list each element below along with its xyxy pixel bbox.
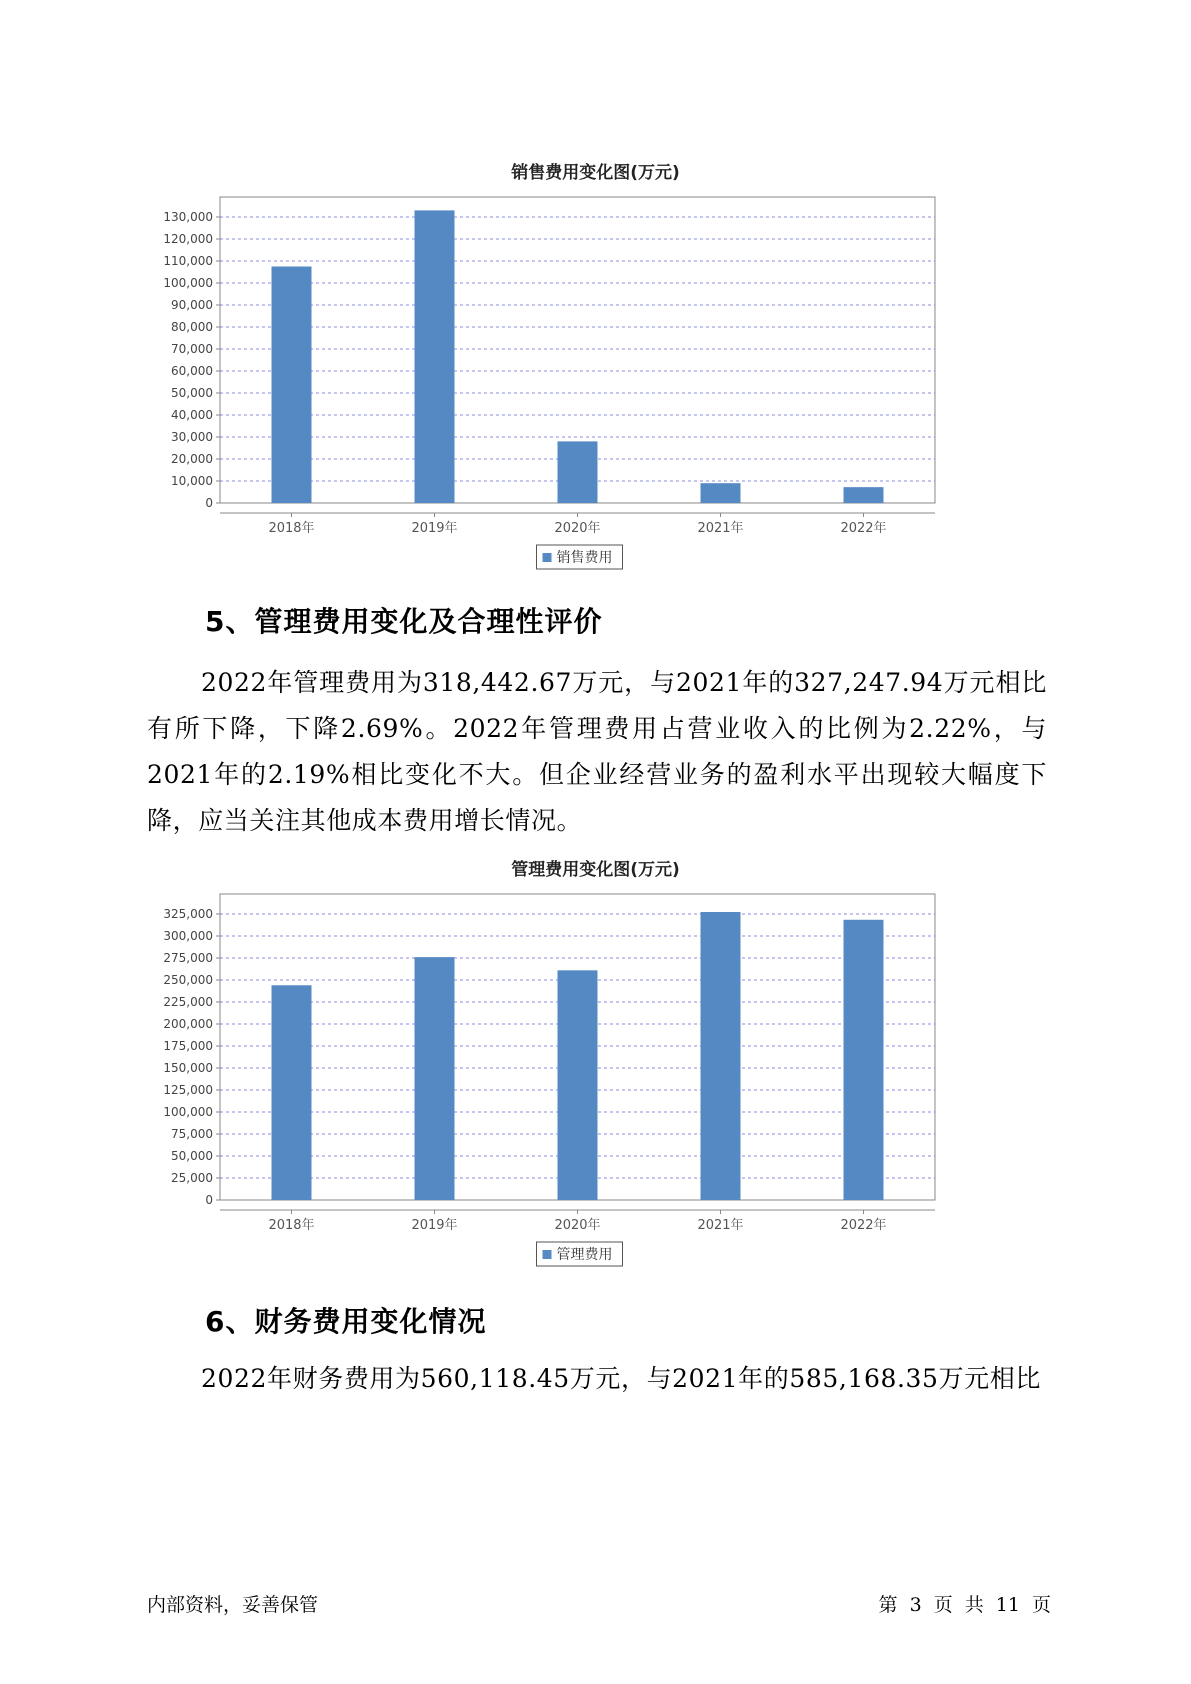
- footer-confidential-note: 内部资料，妥善保管: [147, 1594, 319, 1616]
- admin-expense-chart: [150, 882, 1020, 1302]
- sales-bar-2020年: [558, 441, 598, 503]
- section-6-heading: 6、财务费用变化情况: [205, 1305, 487, 1338]
- sales-bar-2019年: [415, 210, 455, 503]
- admin-y-tick-label: 50,000: [171, 1149, 213, 1163]
- section-5-paragraph: [147, 660, 1047, 844]
- sales-legend-label: 销售费用: [556, 550, 613, 566]
- admin-x-tick-label: 2021年: [697, 1218, 744, 1233]
- admin-x-tick-label: 2018年: [268, 1218, 315, 1233]
- sales-y-tick-label: 100,000: [163, 276, 213, 290]
- sales-y-tick-label: 30,000: [171, 430, 213, 444]
- admin-bar-2019年: [415, 957, 455, 1200]
- sales-y-tick-label: 90,000: [171, 298, 213, 312]
- section-5-paragraph-text: 2022年管理费用为318,442.67万元，与2021年的327,247.94万元相比有所下降，下降2.69%。2022年管理费用占营业收入的比例为2.22%，与2021年的2.19%相比变化不大。但企业经营业务的盈利水平出现较大幅度下降，应当关注其他成本费用增长情况。: [147, 668, 1047, 835]
- admin-legend-label: 管理费用: [556, 1247, 613, 1263]
- sales-legend-swatch: [543, 553, 552, 562]
- sales-x-tick-label: 2020年: [554, 521, 601, 536]
- sales-x-tick-label: 2021年: [697, 521, 744, 536]
- sales-y-tick-label: 70,000: [171, 342, 213, 356]
- sales-x-tick-label: 2022年: [840, 521, 887, 536]
- sales-y-tick-label: 120,000: [163, 232, 213, 246]
- admin-x-tick-label: 2022年: [840, 1218, 887, 1233]
- sales-y-tick-label: 130,000: [163, 210, 213, 224]
- admin-bar-2018年: [272, 985, 312, 1200]
- admin-y-tick-label: 175,000: [163, 1039, 213, 1053]
- admin-y-tick-label: 75,000: [171, 1127, 213, 1141]
- section-5-heading: 5、管理费用变化及合理性评价: [205, 605, 603, 638]
- sales-x-tick-label: 2019年: [411, 521, 458, 536]
- admin-y-tick-label: 300,000: [163, 929, 213, 943]
- admin-y-tick-label: 200,000: [163, 1017, 213, 1031]
- admin-y-tick-label: 275,000: [163, 951, 213, 965]
- sales-y-tick-label: 40,000: [171, 408, 213, 422]
- admin-y-tick-label: 0: [205, 1193, 213, 1207]
- sales-y-tick-label: 20,000: [171, 452, 213, 466]
- admin-y-tick-label: 225,000: [163, 995, 213, 1009]
- admin-legend-swatch: [543, 1250, 552, 1259]
- sales-chart-title: 销售费用变化图(万元): [511, 163, 680, 183]
- section-6-paragraph: [147, 1356, 1047, 1402]
- admin-y-tick-label: 150,000: [163, 1061, 213, 1075]
- sales-bar-2021年: [701, 483, 741, 503]
- admin-y-tick-label: 250,000: [163, 973, 213, 987]
- admin-chart-title: 管理费用变化图(万元): [511, 860, 680, 880]
- sales-y-tick-label: 80,000: [171, 320, 213, 334]
- sales-y-tick-label: 50,000: [171, 386, 213, 400]
- admin-x-tick-label: 2019年: [411, 1218, 458, 1233]
- footer-page-number: 第 3 页 共 11 页: [878, 1594, 1051, 1616]
- section-6-paragraph-text: 2022年财务费用为560,118.45万元，与2021年的585,168.35万元相比: [201, 1364, 1041, 1393]
- admin-bar-2020年: [558, 970, 598, 1200]
- sales-bar-2022年: [844, 487, 884, 503]
- admin-x-tick-label: 2020年: [554, 1218, 601, 1233]
- sales-y-tick-label: 60,000: [171, 364, 213, 378]
- sales-x-tick-label: 2018年: [268, 521, 315, 536]
- admin-bar-2021年: [701, 912, 741, 1200]
- sales-bar-2018年: [272, 267, 312, 504]
- sales-expense-chart: [150, 185, 1020, 605]
- admin-y-tick-label: 325,000: [163, 907, 213, 921]
- admin-bar-2022年: [844, 920, 884, 1200]
- admin-y-tick-label: 125,000: [163, 1083, 213, 1097]
- sales-y-tick-label: 10,000: [171, 474, 213, 488]
- sales-y-tick-label: 0: [205, 496, 213, 510]
- sales-y-tick-label: 110,000: [163, 254, 213, 268]
- admin-y-tick-label: 25,000: [171, 1171, 213, 1185]
- admin-y-tick-label: 100,000: [163, 1105, 213, 1119]
